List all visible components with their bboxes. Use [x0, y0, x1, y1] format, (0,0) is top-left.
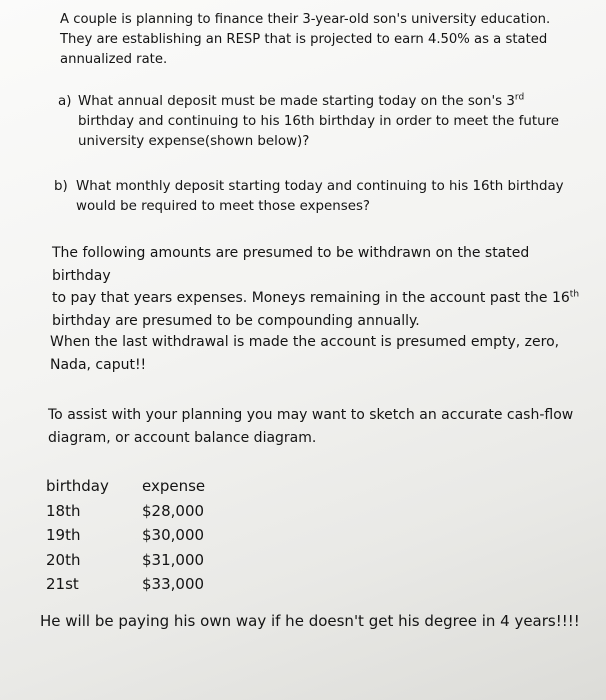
question-a-line-1-text: What annual deposit must be made starting today on the son's 3	[78, 94, 515, 109]
empty-line-2: Nada, caput!!	[50, 356, 147, 373]
table-header-row	[46, 477, 266, 502]
question-b-line-1: What monthly deposit starting today and continuing to his 16th birthday	[76, 179, 564, 194]
birthday-cell: 21st	[46, 575, 79, 593]
empty-account-note	[50, 331, 580, 376]
withdrawal-line-2	[52, 287, 592, 310]
withdrawal-line-2-text: to pay that years expenses. Moneys remaining in the account past the 16	[52, 290, 570, 306]
intro-line-1: A couple is planning to finance their 3-year-old son's university education.	[60, 12, 551, 27]
withdrawal-line-3: birthday are presumed to be compounding annually.	[52, 312, 420, 329]
expense-cell: $30,000	[142, 526, 205, 544]
question-b-label: b)	[54, 179, 68, 194]
birthday-cell: 18th	[46, 501, 81, 520]
question-a-line-2: birthday and continuing to his 16th birthday in order to meet the future	[78, 114, 560, 129]
header-birthday: birthday	[46, 477, 109, 495]
expense-cell: $31,000	[142, 550, 205, 569]
planning-note	[48, 404, 588, 449]
table-row	[46, 575, 266, 600]
expense-cell: $28,000	[142, 501, 205, 520]
question-a	[58, 92, 578, 152]
table-row	[46, 551, 266, 576]
table-row	[46, 526, 266, 551]
intro-line-2: They are establishing an RESP that is projected to earn 4.50% as a stated	[60, 32, 548, 47]
intro-paragraph	[60, 10, 570, 70]
expense-cell: $33,000	[142, 575, 205, 593]
question-a-superscript: rd	[514, 92, 525, 103]
question-a-label: a)	[58, 94, 72, 109]
question-a-line-1	[78, 92, 578, 112]
birthday-cell: 20th	[46, 550, 81, 569]
expense-table	[46, 477, 266, 600]
question-b	[54, 177, 584, 217]
withdrawal-line-1: The following amounts are presumed to be withdrawn on the stated birthday	[52, 245, 530, 284]
withdrawal-superscript: th	[569, 289, 580, 300]
header-expense: expense	[142, 477, 206, 495]
question-a-line-3: university expense(shown below)?	[78, 134, 310, 149]
withdrawal-note	[52, 242, 592, 332]
empty-line-1: When the last withdrawal is made the account is presumed empty, zero,	[50, 334, 560, 350]
question-b-line-2: would be required to meet those expenses?	[76, 199, 371, 214]
planning-line-2: diagram, or account balance diagram.	[48, 429, 317, 446]
intro-line-3: annualized rate.	[60, 52, 168, 67]
closing-remark: He will be paying his own way if he doesn't get his degree in 4 years!!!!	[40, 612, 580, 630]
birthday-cell: 19th	[46, 526, 81, 544]
table-row	[46, 502, 266, 527]
planning-line-1: To assist with your planning you may want to sketch an accurate cash-flow	[48, 407, 574, 423]
